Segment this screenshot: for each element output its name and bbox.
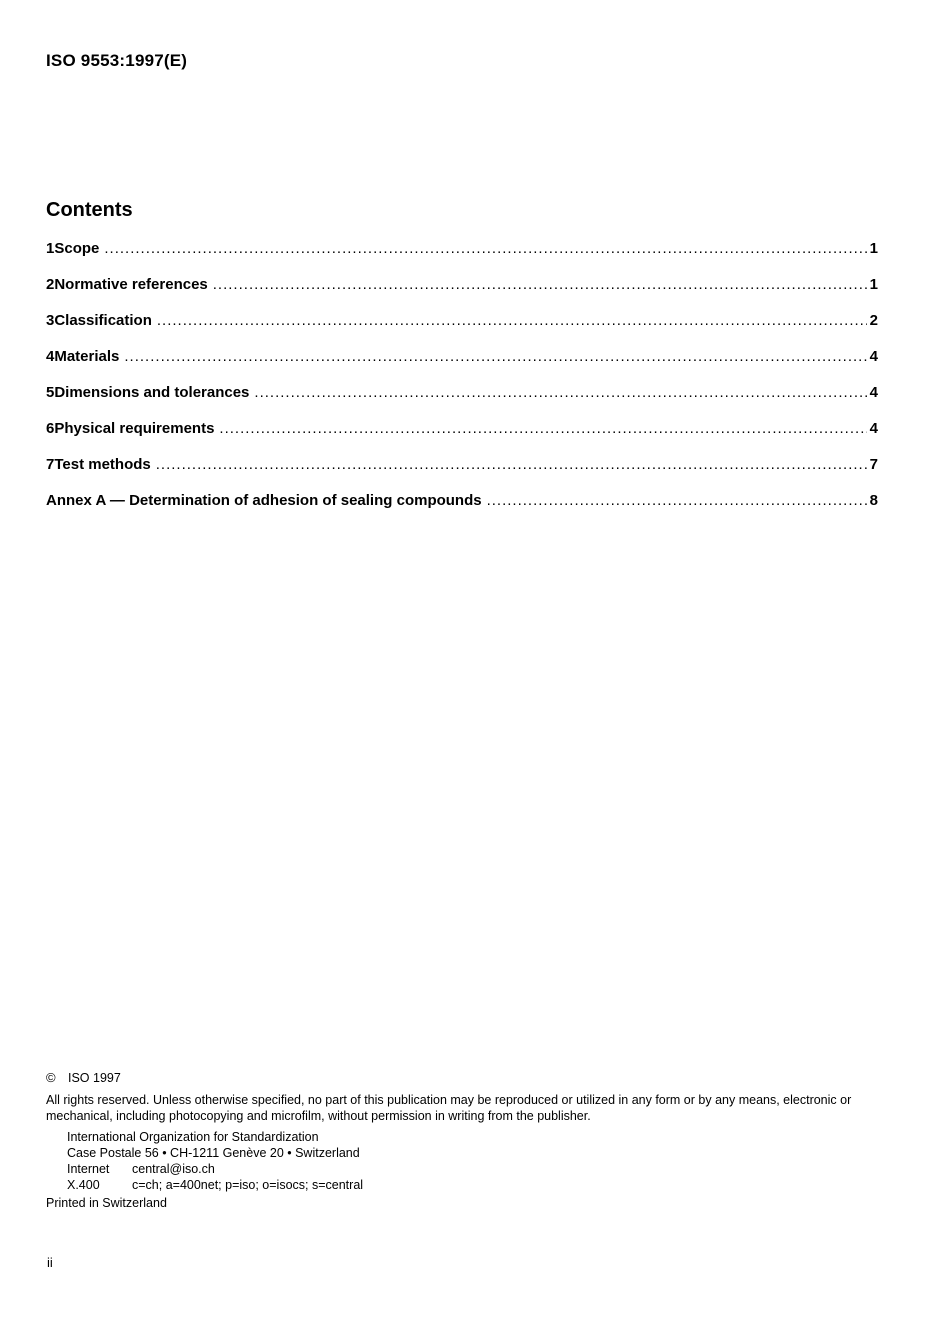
toc-entry-title: Dimensions and tolerances xyxy=(54,384,250,401)
page-number: ii xyxy=(47,1255,53,1270)
toc-entry-number: 4 xyxy=(46,348,55,365)
toc-entry-page: 1 xyxy=(869,276,878,293)
toc-entry-title: Test methods xyxy=(54,456,151,473)
toc-entry-number: 3 xyxy=(46,312,55,329)
toc-dot-leader xyxy=(254,384,867,401)
contents-heading: Contents xyxy=(46,199,133,221)
toc-entry-title: Classification xyxy=(54,312,152,329)
toc-dot-leader xyxy=(487,492,867,509)
copyright-line xyxy=(46,1070,886,1086)
rights-notice: All rights reserved. Unless otherwise specified, no part of this publication may be reproduced or utilized in any form or by any means, electronic or mechanical, including photocopying and microfilm, without permission in writing from the publisher. xyxy=(46,1093,852,1123)
toc-entry-number: 7 xyxy=(46,456,55,473)
toc-dot-leader xyxy=(213,276,867,293)
table-of-contents xyxy=(46,240,878,528)
toc-entry-number: 1 xyxy=(46,240,55,257)
organization-name: International Organization for Standardization xyxy=(67,1130,319,1144)
toc-entry-test-methods[interactable] xyxy=(46,456,878,492)
toc-dot-leader xyxy=(156,456,867,473)
postal-address: Case Postale 56 • CH-1211 Genève 20 • Switzerland xyxy=(67,1146,360,1160)
toc-entry-page: 7 xyxy=(869,456,878,473)
x400-label: X.400 xyxy=(67,1178,100,1192)
toc-entry-page: 8 xyxy=(869,492,878,509)
document-id: ISO 9553:1997(E) xyxy=(46,51,188,70)
toc-dot-leader xyxy=(157,312,867,329)
toc-entry-page: 2 xyxy=(869,312,878,329)
toc-entry-physical-requirements[interactable] xyxy=(46,420,878,456)
printed-in: Printed in Switzerland xyxy=(46,1196,167,1210)
toc-entry-title: Scope xyxy=(54,240,100,257)
toc-entry-title: Normative references xyxy=(54,276,208,293)
internet-row xyxy=(67,1161,886,1177)
toc-entry-title: Annex A — Determination of adhesion of sealing compounds xyxy=(46,492,482,509)
publisher-address xyxy=(67,1129,886,1193)
x400-row xyxy=(67,1177,886,1193)
toc-dot-leader xyxy=(219,420,867,437)
toc-entry-materials[interactable] xyxy=(46,348,878,384)
copyright-block xyxy=(46,1070,886,1211)
toc-dot-leader xyxy=(104,240,867,257)
toc-entry-page: 4 xyxy=(869,384,878,401)
toc-entry-page: 4 xyxy=(869,348,878,365)
toc-entry-normative-references[interactable] xyxy=(46,276,878,312)
toc-entry-dimensions-and-tolerances[interactable] xyxy=(46,384,878,420)
toc-entry-classification[interactable] xyxy=(46,312,878,348)
toc-entry-page: 1 xyxy=(869,240,878,257)
toc-entry-number: 2 xyxy=(46,276,55,293)
toc-entry-title: Physical requirements xyxy=(54,420,215,437)
toc-entry-annex-a[interactable] xyxy=(46,492,878,528)
toc-entry-scope[interactable] xyxy=(46,240,878,276)
copyright-year: ISO 1997 xyxy=(68,1071,121,1085)
toc-entry-number: 6 xyxy=(46,420,55,437)
toc-entry-page: 4 xyxy=(869,420,878,437)
copyright-icon: © xyxy=(46,1070,56,1085)
toc-entry-number: 5 xyxy=(46,384,55,401)
toc-entry-title: Materials xyxy=(54,348,120,365)
x400-address: c=ch; a=400net; p=iso; o=isocs; s=central xyxy=(132,1178,364,1192)
toc-dot-leader xyxy=(124,348,867,365)
internet-label: Internet xyxy=(67,1162,110,1176)
internet-address: central@iso.ch xyxy=(132,1162,215,1176)
